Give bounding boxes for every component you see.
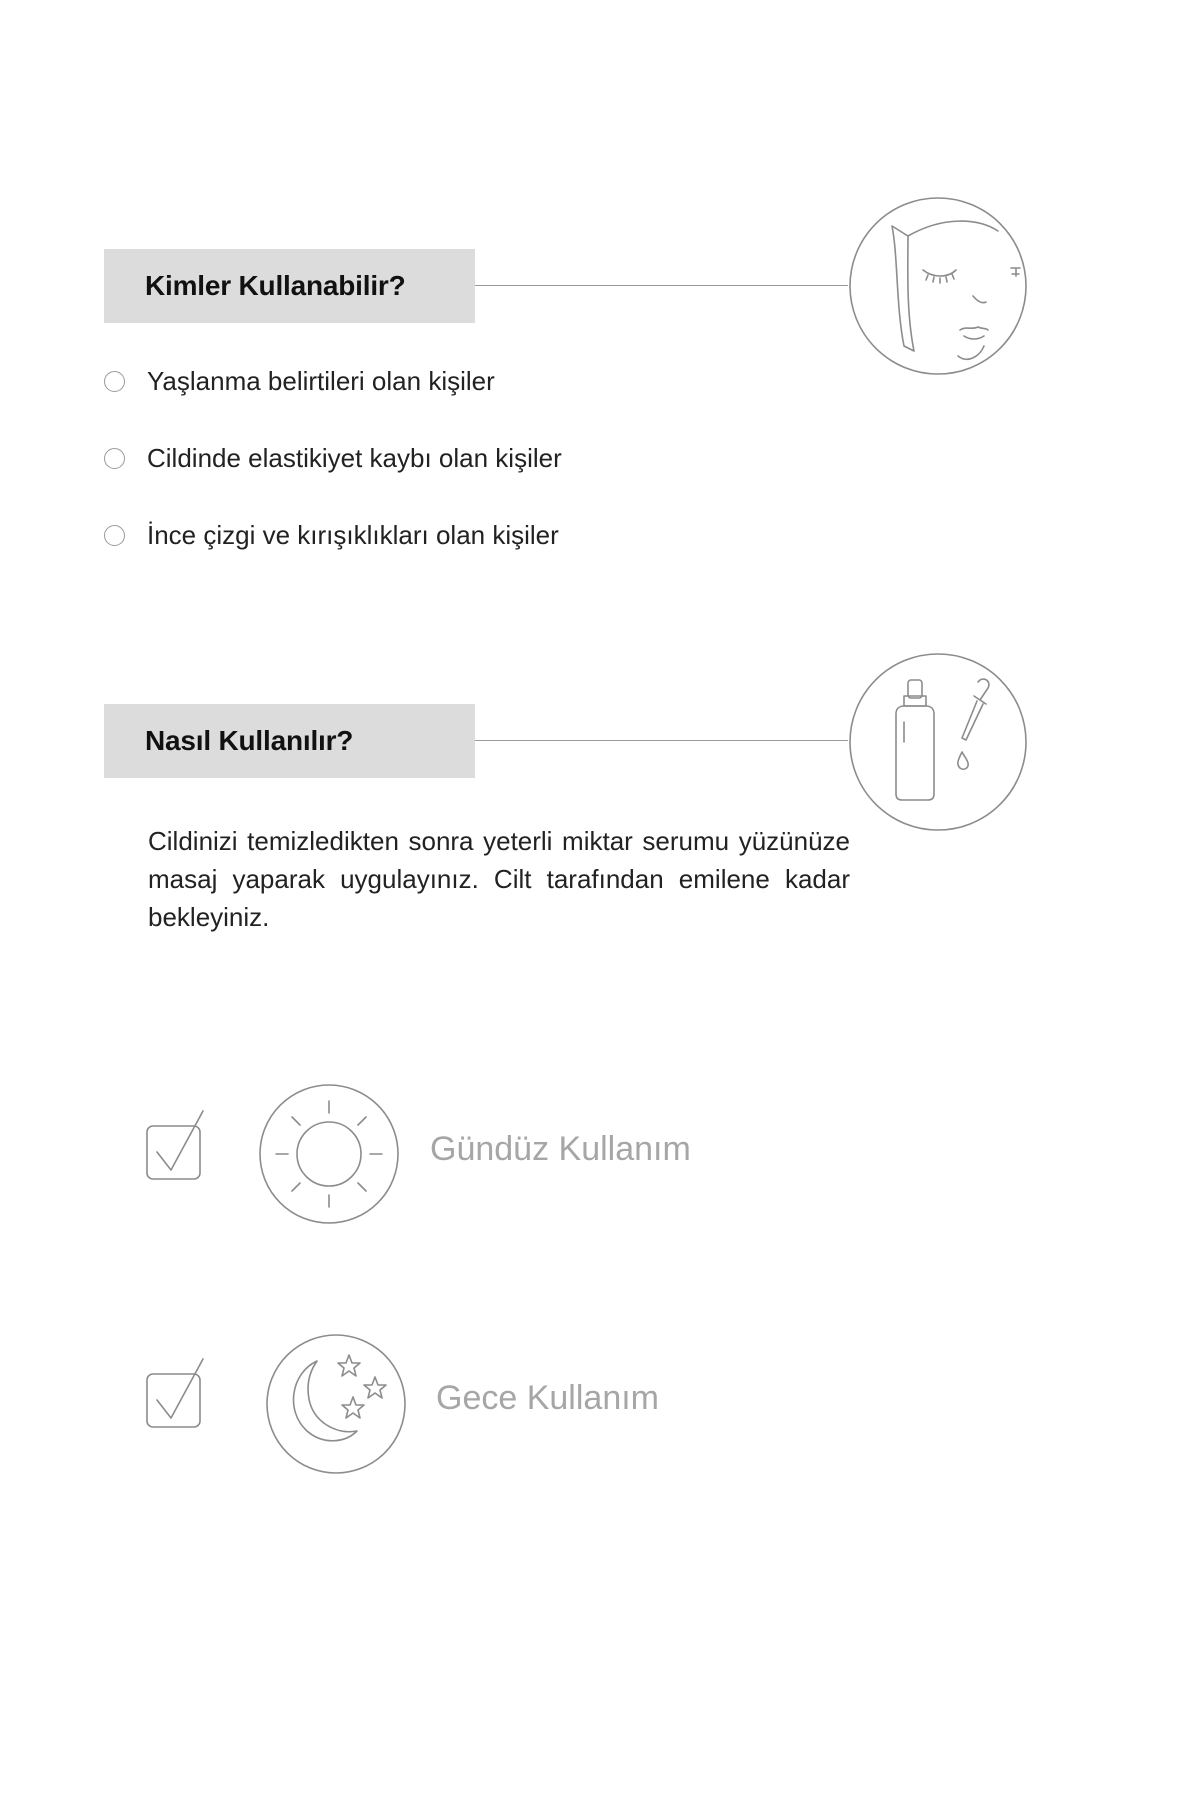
face-icon (848, 196, 1028, 376)
bullet-circle-icon (104, 371, 125, 392)
who-header (104, 249, 475, 323)
how-title: Nasıl Kullanılır? (145, 725, 354, 756)
list-item-text: İnce çizgi ve kırışıklıkları olan kişiler (147, 520, 559, 550)
how-instructions: Cildinizi temizledikten sonra yeterli miktar serumu yüzünüze masaj yaparak uygulayınız. Cilt tarafından emilene kadar bekleyiniz. (148, 826, 850, 932)
who-connector-line (475, 285, 848, 286)
list-item-text: Yaşlanma belirtileri olan kişiler (147, 366, 495, 396)
list-item-text: Cildinde elastikiyet kaybı olan kişiler (147, 443, 562, 473)
check-mark-icon (157, 1111, 203, 1170)
moon-stars-icon (265, 1333, 407, 1475)
bullet-circle-icon (104, 525, 125, 546)
bullet-circle-icon (104, 448, 125, 469)
night-checkbox[interactable] (145, 1356, 207, 1428)
who-title: Kimler Kullanabilir? (145, 270, 406, 301)
check-mark-icon (157, 1359, 203, 1418)
how-header (104, 704, 475, 778)
list-item (104, 520, 559, 551)
sun-icon (258, 1083, 400, 1225)
list-item (104, 366, 495, 397)
day-usage-label: Gündüz Kullanım (430, 1130, 691, 1168)
serum-dropper-icon (848, 652, 1028, 832)
list-item (104, 443, 562, 474)
night-usage-label: Gece Kullanım (436, 1379, 659, 1417)
day-checkbox[interactable] (145, 1108, 207, 1180)
how-connector-line (475, 740, 848, 741)
